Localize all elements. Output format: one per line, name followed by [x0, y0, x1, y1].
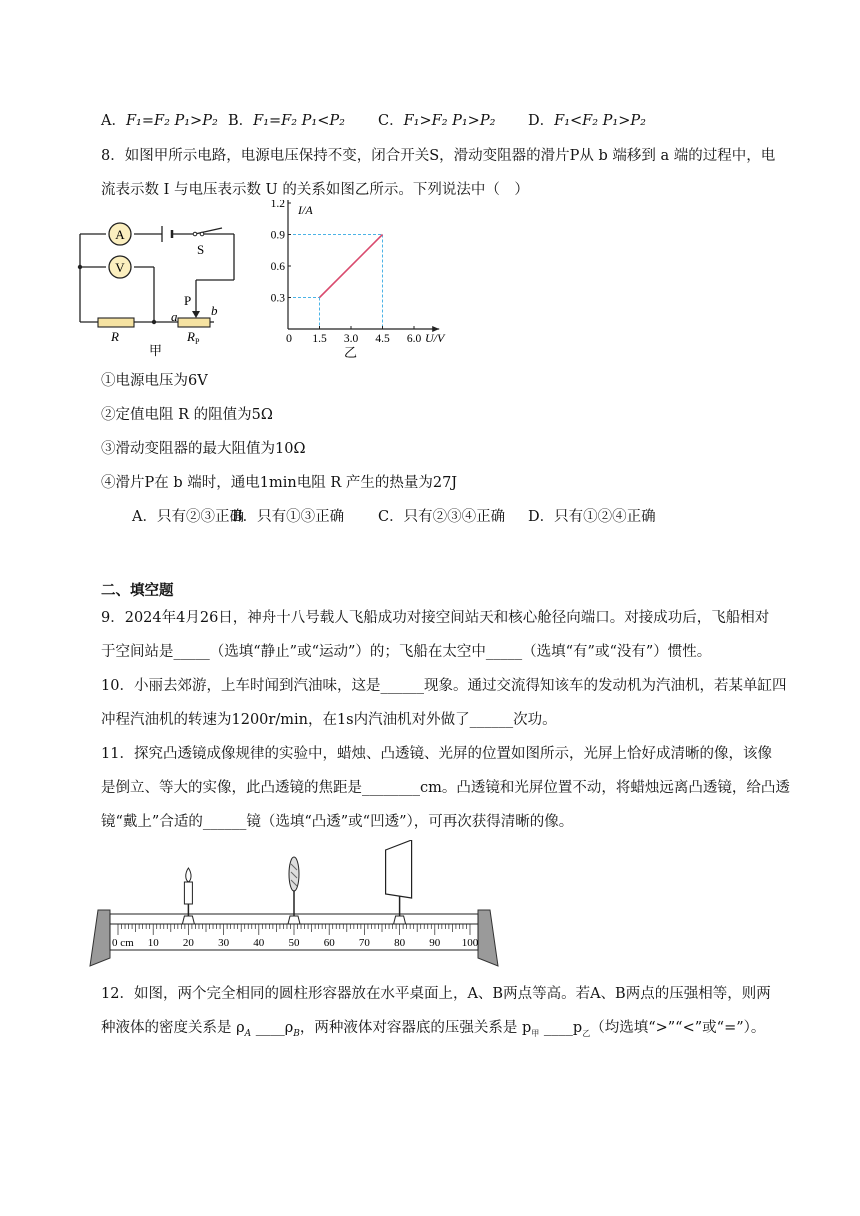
q8-statement-2: ②定值电阻 R 的阻值为5Ω — [101, 407, 273, 423]
q12-line2: 种液体的密度关系是 $\rho_A$ $\_\_\_\_\rho_B$，两种液体对容器底的压强关系是 $p_甲$ $\_\_\_\_p_乙$（均选填“>”“<”或“=”）。 — [101, 1020, 766, 1039]
scale-label: 20 — [182, 937, 194, 949]
circuit-diagram — [72, 208, 247, 360]
q8-stem-line1: 8．如图甲所示电路，电源电压保持不变，闭合开关S，滑动变阻器的滑片P从 b 端移到 a 端的过程中，电 — [101, 148, 776, 164]
q8-option-c: C．只有②③④正确 — [378, 509, 506, 525]
q8-option-b: B．只有①③正确 — [232, 509, 345, 525]
circuit-caption: 甲 — [149, 343, 163, 358]
rheostat-icon — [178, 318, 210, 327]
q12-line1: 12．如图，两个完全相同的圆柱形容器放在水平桌面上，A、B两点等高。若A、B两点的压强相等，则两 — [101, 986, 771, 1002]
q11-line3: 镜“戴上”合适的______镜（选填“凸透”或“凹透”），可再次获得清晰的像。 — [101, 814, 574, 830]
left-stand-icon — [90, 910, 110, 966]
q8-option-d: D．只有①②④正确 — [528, 509, 656, 525]
scale-label: 100 — [461, 937, 479, 949]
scale-label: 10 — [147, 937, 159, 949]
end-a-label: a — [171, 309, 178, 324]
x-tick-label: 1.5 — [312, 333, 327, 345]
iu-series-line — [320, 235, 383, 298]
slider-label: P — [184, 293, 192, 308]
q10-line2: 冲程汽油机的转速为1200r/min，在1s内汽油机对外做了______次功。 — [101, 712, 557, 728]
y-axis-label: I/A — [298, 203, 313, 217]
rheostat-label: $R_P$ — [187, 329, 200, 346]
q8-statement-3: ③滑动变阻器的最大阻值为10Ω — [101, 441, 306, 457]
q7-option-d: D．F₁<F₂ P₁>P₂ — [528, 113, 646, 129]
scale-label: 90 — [429, 937, 441, 949]
y-tick-label: 1.2 — [270, 200, 285, 210]
x-tick-label: 6.0 — [406, 333, 422, 345]
voltmeter-icon — [109, 256, 131, 278]
ammeter-icon — [109, 223, 131, 245]
voltmeter-label: V — [115, 260, 125, 275]
resistor-label: R — [111, 329, 119, 344]
scale-label: 60 — [323, 937, 335, 949]
candle-icon — [182, 868, 194, 924]
y-tick-label: 0.3 — [270, 292, 285, 305]
light-screen-icon — [386, 840, 412, 924]
q7-option-a: A．F₁=F₂ P₁>P₂ — [101, 113, 218, 129]
slider-arrow-icon — [192, 311, 200, 318]
optical-bench — [86, 840, 506, 970]
resistor-icon — [98, 318, 134, 327]
q7-option-b: B．F₁=F₂ P₁<P₂ — [228, 113, 345, 129]
end-b-label: b — [211, 303, 218, 318]
scale-label: 30 — [218, 937, 230, 949]
scale-label: 50 — [288, 937, 300, 949]
y-tick-label: 0.9 — [270, 229, 285, 242]
x-tick-label: 3.0 — [343, 333, 359, 345]
graph-caption: 乙 — [344, 345, 358, 360]
scale-label: 80 — [394, 937, 406, 949]
q7-option-c: C．F₁>F₂ P₁>P₂ — [378, 113, 496, 129]
section-heading: 二、填空题 — [101, 582, 174, 599]
ammeter-label: A — [115, 227, 125, 242]
q8-statement-1: ①电源电压为6V — [101, 373, 208, 389]
q9-line2: 于空间站是_____（选填“静止”或“运动”）的；飞船在太空中_____（选填“有”或“没有”）惯性。 — [101, 644, 712, 660]
right-stand-icon — [478, 910, 498, 966]
scale-label: 40 — [253, 937, 265, 949]
q10-line1: 10．小丽去郊游，上车时闻到汽油味，这是______现象。通过交流得知该车的发动机为汽油机，若某单缸四 — [101, 678, 787, 694]
q8-stem-line2: 流表示数 I 与电压表示数 U 的关系如图乙所示。下列说法中（ ） — [101, 182, 529, 198]
origin-label: 0 — [286, 331, 292, 345]
iu-graph — [270, 200, 460, 362]
x-axis-label: U/V — [425, 331, 445, 345]
y-tick-label: 0.6 — [270, 261, 285, 273]
switch-label: S — [197, 242, 205, 257]
q8-option-a: A．只有②③正确 — [132, 509, 244, 525]
q11-line2: 是倒立、等大的实像，此凸透镜的焦距是________cm。凸透镜和光屏位置不动，将蜡烛远离凸透镜，给凸透 — [101, 780, 790, 796]
scale-unit-label: 0 cm — [112, 937, 134, 949]
scale-label: 70 — [358, 937, 370, 949]
q8-statement-4: ④滑片P在 b 端时，通电1min电阻 R 产生的热量为27J — [101, 475, 458, 491]
x-tick-label: 4.5 — [375, 333, 390, 345]
q9-line1: 9．2024年4月26日，神舟十八号载人飞船成功对接空间站天和核心舱径向端口。对接成功后，飞船相对 — [101, 610, 770, 626]
q11-line1: 11．探究凸透镜成像规律的实验中，蜡烛、凸透镜、光屏的位置如图所示，光屏上恰好成清晰的像，该像 — [101, 746, 772, 762]
